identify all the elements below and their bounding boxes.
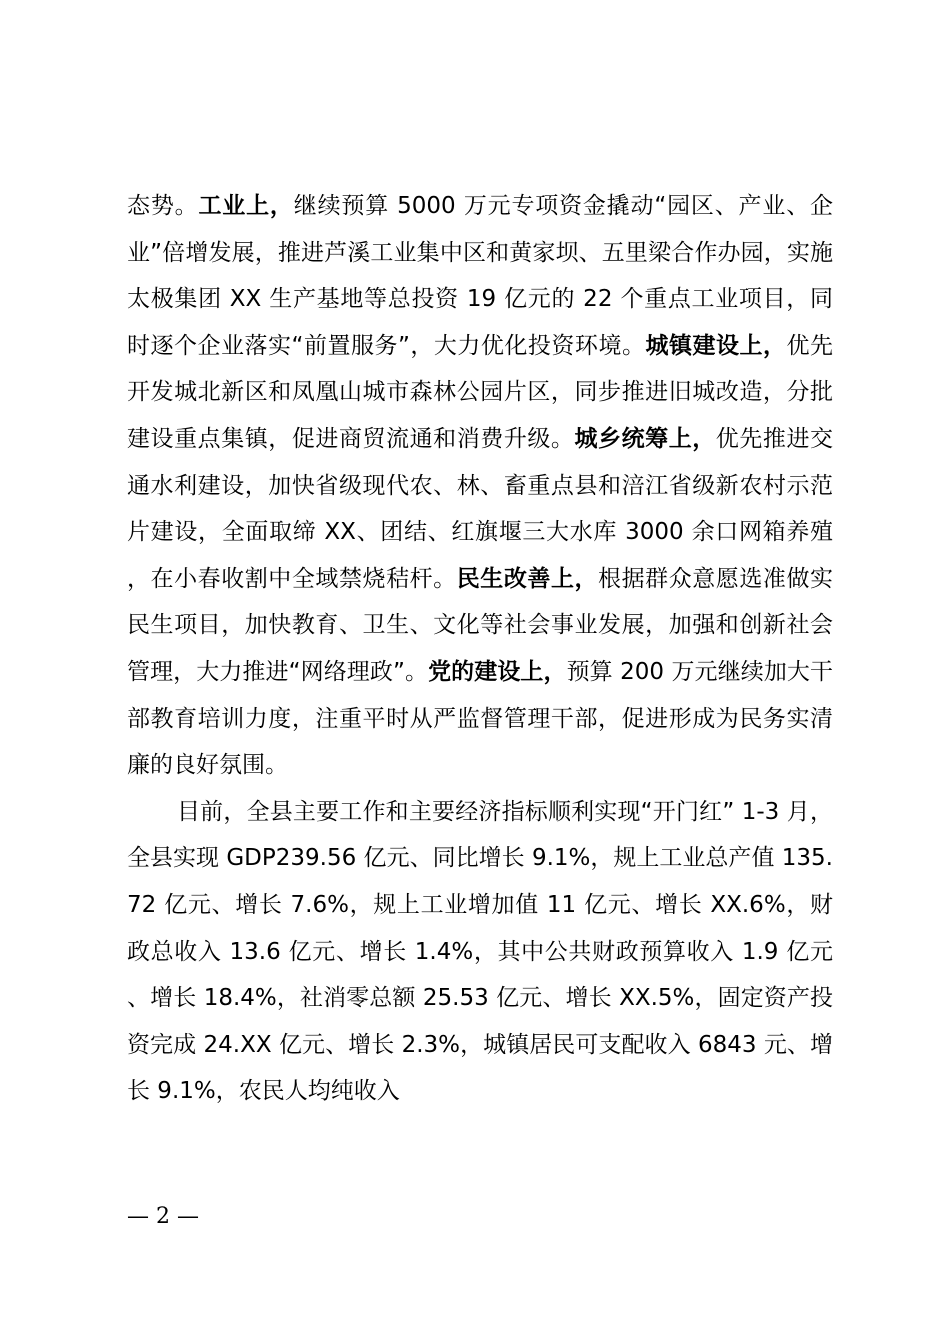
document-body [127, 183, 833, 1115]
paragraph-text: 继续预算 5000 万元专项资金撬动“园区、产业、企业”倍增发展，推进芦溪工业集中区和黄家坝、五里梁合作办园，实施太极集团 XX 生产基地等总投资 19 亿元的 22 个重点工业项目，同时逐个企业落实“前置服务”，大力优化投资环境。 [127, 193, 834, 359]
heading-urban-construction: 城镇建设上， [645, 332, 787, 359]
heading-livelihood: 民生改善上， [456, 565, 599, 592]
paragraph-text: 预算 200 万元继续加大干部教育培训力度，注重平时从严监督管理干部，促进形成为民务实清廉的良好氛围。 [127, 658, 833, 779]
page-number: — 2 — [127, 1204, 199, 1229]
heading-industry: 工业上， [198, 193, 294, 219]
paragraph-work-plan [127, 183, 833, 789]
paragraph-text: 优先推进交通水利建设，加快省级现代农、林、畜重点县和涪江省级新农村示范片建设，全面取缔 XX、团结、红旗堰三大水库 3000 余口网箱养殖，在小春收割中全域禁烧秸杆。 [127, 425, 834, 592]
paragraph-text: 优先开发城北新区和凤凰山城市森林公园片区，同步推进旧城改造，分批建设重点集镇，促进商贸流通和消费升级。 [127, 332, 833, 452]
heading-party-building: 党的建设上， [428, 658, 567, 685]
paragraph-text: 根据群众意愿选准做实民生项目，加快教育、卫生、文化等社会事业发展，加强和创新社会管理，大力推进“网络理政”。 [127, 565, 834, 685]
paragraph-text: 态势。 [127, 193, 199, 219]
paragraph-economic-indicators: 目前，全县主要工作和主要经济指标顺利实现“开门红” 1-3 月，全县实现 GDP239.56 亿元、同比增长 9.1%，规上工业总产值 135.72 亿元、增长 7.6%，规上工业增加值 11 亿元、增长 XX.6%，财政总收入 13.6 亿元、增长 1.4%，其中公共财政预算收入 1.9 亿元、增长 18.4%，社消零总额 25.53 亿元、增长 XX.5%，固定资产投资完成 24.XX 亿元、增长 2.3%，城镇居民可支配收入 6843 元、增长 9.1%，农民人均纯收入 [127, 798, 833, 1105]
heading-urban-rural: 城乡统筹上， [574, 425, 716, 452]
